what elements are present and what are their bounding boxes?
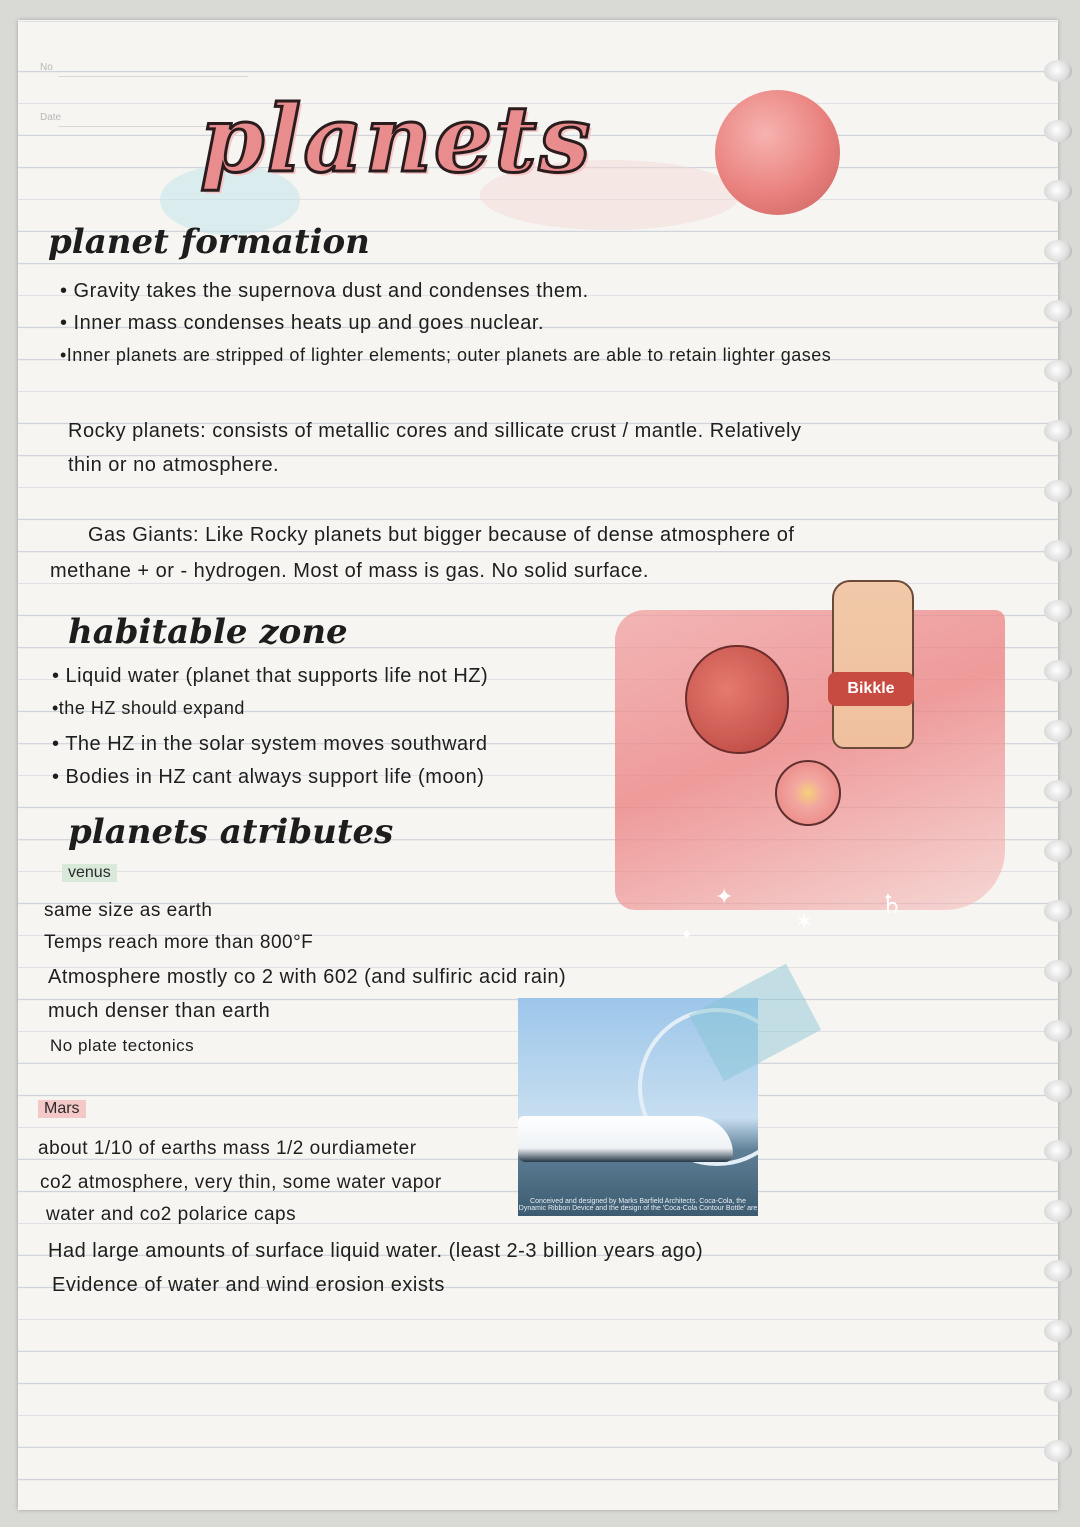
- sparkle-icon: ✶: [795, 910, 814, 935]
- binder-hole: [1044, 1380, 1072, 1402]
- binder-hole: [1044, 1440, 1072, 1462]
- binder-hole: [1044, 60, 1072, 82]
- strawberry-sticker: [685, 645, 789, 754]
- binder-hole: [1044, 840, 1072, 862]
- venus-line: Temps reach more than 800°F: [44, 932, 314, 953]
- sparkle-icon: ✦: [680, 925, 694, 944]
- heading-habitable-zone: habitable zone: [68, 612, 348, 652]
- binder-hole: [1044, 960, 1072, 982]
- formation-line: •Inner planets are stripped of lighter elements; outer planets are able to retain lighter gases: [60, 345, 832, 365]
- rocky-planets-line: Rocky planets: consists of metallic cores and sillicate crust / mantle. Relatively: [68, 420, 802, 442]
- mars-line: about 1/10 of earths mass 1/2 ourdiameter: [38, 1138, 417, 1159]
- no-label: No: [40, 62, 53, 73]
- formation-line: • Gravity takes the supernova dust and condenses them.: [60, 280, 589, 302]
- habitable-line: • The HZ in the solar system moves southward: [52, 733, 488, 755]
- binder-hole: [1044, 1260, 1072, 1282]
- venus-label: venus: [62, 864, 117, 882]
- no-line: [58, 76, 248, 77]
- binder-hole: [1044, 300, 1072, 322]
- venus-line: same size as earth: [44, 900, 213, 921]
- ringed-planet-icon: ♄: [880, 890, 904, 920]
- binder-hole: [1044, 240, 1072, 262]
- photo-caption: Conceived and designed by Marks Barfield Architects. Coca-Cola, the Dynamic Ribbon Device and the design of the 'Coca-Cola Contour Bottle' are: [518, 1198, 758, 1212]
- rocky-planets-line: thin or no atmosphere.: [68, 454, 280, 476]
- binder-hole: [1044, 180, 1072, 202]
- binder-hole: [1044, 900, 1072, 922]
- date-label: Date: [40, 112, 62, 123]
- binder-hole: [1044, 120, 1072, 142]
- binder-hole: [1044, 360, 1072, 382]
- binder-hole: [1044, 720, 1072, 742]
- boat: [518, 1116, 733, 1162]
- planet-illustration: [715, 90, 840, 215]
- mars-line: water and co2 polarice caps: [46, 1204, 297, 1225]
- heading-planets-attributes: planets atributes: [68, 812, 394, 852]
- formation-line: • Inner mass condenses heats up and goes nuclear.: [60, 312, 545, 334]
- binder-hole: [1044, 1020, 1072, 1042]
- binder-hole: [1044, 1320, 1072, 1342]
- binder-hole: [1044, 480, 1072, 502]
- venus-line: No plate tectonics: [50, 1036, 195, 1055]
- binder-hole: [1044, 780, 1072, 802]
- binder-hole: [1044, 660, 1072, 682]
- mars-line: Had large amounts of surface liquid water. (least 2-3 billion years ago): [48, 1240, 704, 1262]
- page-title: planets: [200, 85, 593, 193]
- drink-bottle-sticker: [832, 580, 914, 749]
- heading-planet-formation: planet formation: [48, 222, 370, 262]
- habitable-line: • Bodies in HZ cant always support life (moon): [52, 766, 485, 788]
- binder-hole: [1044, 540, 1072, 562]
- venus-line: much denser than earth: [48, 1000, 271, 1022]
- habitable-line: • Liquid water (planet that supports life not HZ): [52, 665, 489, 687]
- gas-giants-line: Gas Giants: Like Rocky planets but bigger because of dense atmosphere of: [88, 524, 795, 546]
- mars-label: Mars: [38, 1100, 86, 1118]
- binder-hole: [1044, 1140, 1072, 1162]
- binder-hole: [1044, 1200, 1072, 1222]
- binder-hole: [1044, 1080, 1072, 1102]
- binder-hole: [1044, 600, 1072, 622]
- bottle-label: Bikkle: [828, 672, 914, 706]
- flower-sticker: [775, 760, 841, 826]
- venus-line: Atmosphere mostly co 2 with 602 (and sulfiric acid rain): [48, 966, 567, 988]
- binder-hole: [1044, 420, 1072, 442]
- gas-giants-line: methane + or - hydrogen. Most of mass is gas. No solid surface.: [50, 560, 649, 582]
- sparkle-icon: ✦: [715, 885, 734, 910]
- mars-line: co2 atmosphere, very thin, some water vapor: [40, 1172, 442, 1193]
- mars-line: Evidence of water and wind erosion exists: [52, 1274, 445, 1296]
- habitable-line: •the HZ should expand: [52, 698, 245, 718]
